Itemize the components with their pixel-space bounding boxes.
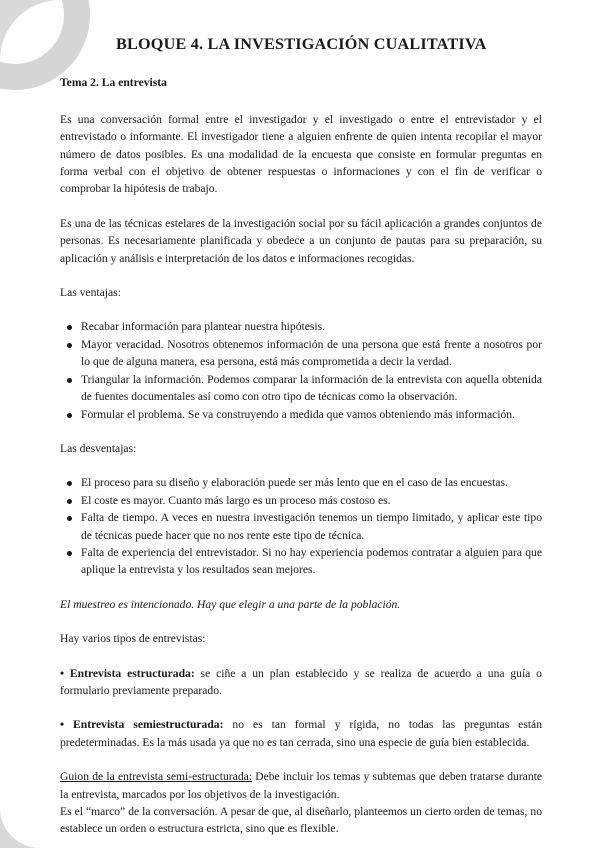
document-content <box>60 36 542 838</box>
advantage-item: Mayor veracidad. Nosotros obtenemos información de una persona que está frente a nosotros por lo que de alguna manera, esa persona, está más comprometida a decir la verdad. <box>81 336 542 371</box>
page-title: BLOQUE 4. LA INVESTIGACIÓN CUALITATIVA <box>116 35 487 53</box>
guide-paragraph <box>60 768 542 803</box>
intro-paragraph-1: Es una conversación formal entre el investigador y el investigado o entre el entrevistador y el entrevistado o informante. El investigador tiene a alguien enfrente de quien intenta recopilar el mayor número de datos posibles. Es una modalidad de la encuesta que consiste en formular preguntas en forma verbal con el objetivo de obtener respuestas o informaciones y con el fin de verificar o comprobar la hipótesis de trabajo. <box>60 112 542 196</box>
types-heading: Hay varios tipos de entrevistas: <box>60 632 206 646</box>
guide-text: Debe incluir los temas y subtemas que deben tratarse durante la entrevista, marcados por los objetivos de la investigación. <box>60 770 542 801</box>
section-subtitle: Tema 2. La entrevista <box>60 76 167 90</box>
type-structured-paragraph <box>60 665 542 700</box>
advantage-item: Triangular la información. Podemos comparar la información de la entrevista con aquella obtenida de fuentes documentales así como con otro tipo de técnicas como la observación. <box>81 371 542 406</box>
guide-label: Guion de la entrevista semi-estructurada: <box>60 770 252 784</box>
sample-note: El muestreo es intencionado. Hay que elegir a una parte de la población. <box>60 597 401 611</box>
advantage-item: Formular el problema. Se va construyendo a medida que vamos obteniendo más información. <box>81 406 542 423</box>
type-structured-label: • Entrevista estructurada: <box>60 666 195 680</box>
disadvantage-item: El coste es mayor. Cuanto más largo es un proceso más costoso es. <box>81 492 542 509</box>
type-structured-text: se ciñe a un plan establecido y se realiza de acuerdo a una guía o formulario previamente preparado. <box>60 666 542 697</box>
disadvantages-heading: Las desventajas: <box>60 441 137 455</box>
intro-paragraph-2: Es una de las técnicas estelares de la investigación social por su fácil aplicación a grandes conjuntos de personas. Es necesariamente planificada y obedece a un conjunto de pautas para su preparación, su aplicación y análisis e interpretación de los datos e informaciones recogidas. <box>60 216 542 265</box>
disadvantage-item: Falta de tiempo. A veces en nuestra investigación tenemos un tiempo limitado, y aplicar este tipo de técnicas puede hacer que no nos rente este tipo de técnica. <box>81 509 542 544</box>
disadvantage-item: Falta de experiencia del entrevistador. Si no hay experiencia podemos contratar a alguien para que aplique la entrevista y los resultados sean mejores. <box>81 544 542 579</box>
advantage-item: Recabar información para plantear nuestra hipótesis. <box>81 318 542 335</box>
advantages-heading: Las ventajas: <box>60 286 121 300</box>
type-semi-text: no es tan formal y rígida, no todas las preguntas están predeterminadas. Es la más usada ya que no es tan cerrada, sino una especie de guía bien establecida. <box>60 718 543 749</box>
type-semi-paragraph <box>60 716 542 751</box>
disadvantages-list <box>60 474 542 578</box>
advantages-list <box>60 318 542 422</box>
marco-paragraph: Es el “marco” de la conversación. A pesar de que, al diseñarlo, planteemos un cierto orden de temas, no establece un orden o estructura estricta, sino que es flexible. <box>60 805 542 836</box>
type-semi-label: • Entrevista semiestructurada: <box>60 718 224 732</box>
disadvantage-item: El proceso para su diseño y elaboración puede ser más lento que en el caso de las encuestas. <box>81 474 542 491</box>
